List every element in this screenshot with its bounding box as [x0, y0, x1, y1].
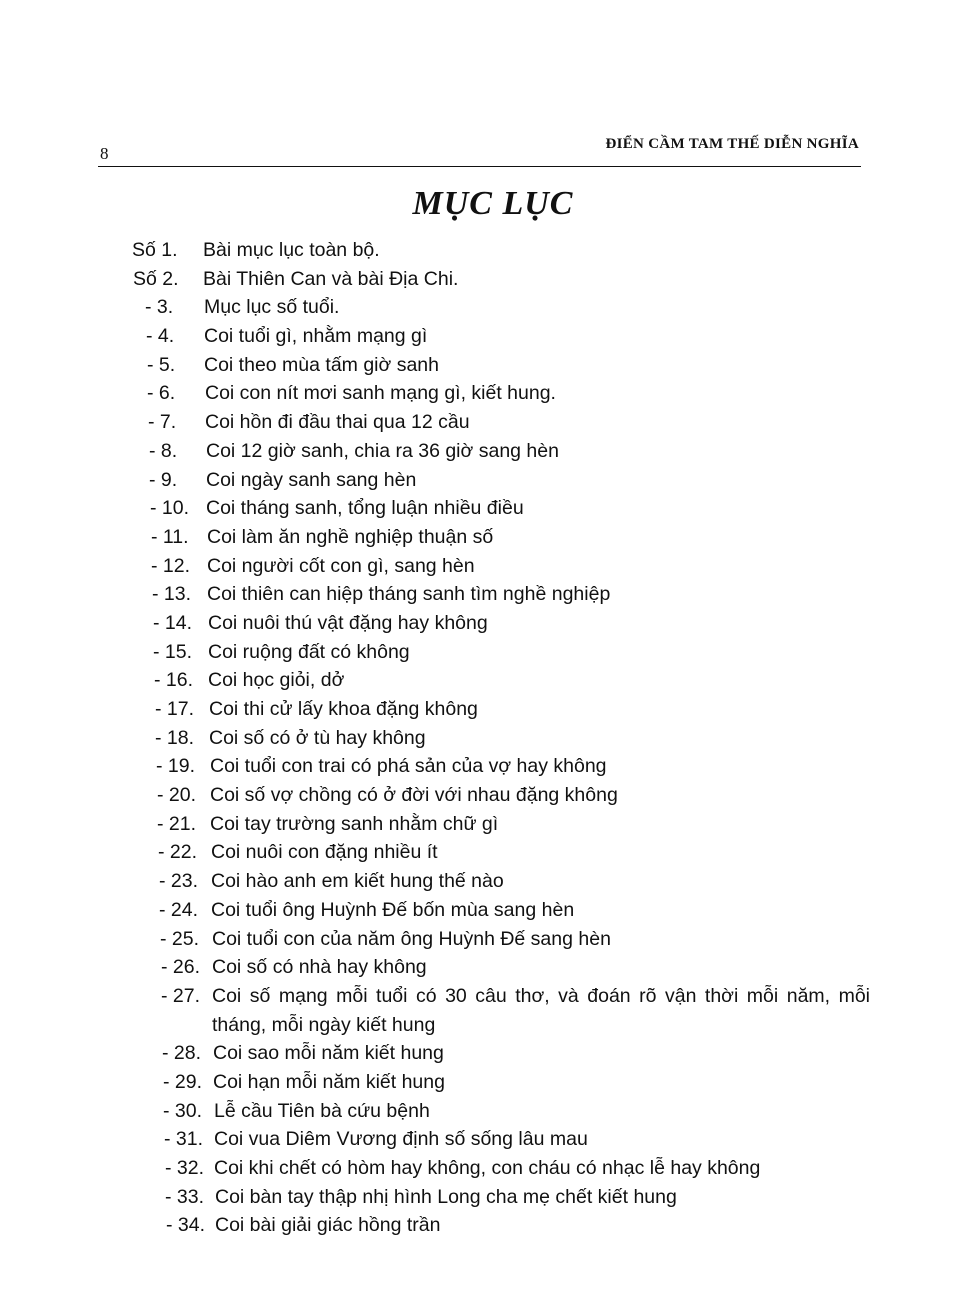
toc-entry-text: Mục lục số tuổi. [204, 296, 340, 319]
toc-entry-number: - 17. [155, 698, 195, 720]
toc-entry [0, 609, 972, 638]
toc-entry-number: - 15. [153, 640, 193, 663]
toc-entry-number: - 5. [147, 353, 176, 376]
toc-entry-number: - 34. [166, 1214, 206, 1237]
toc-entry-number: - 30. [163, 1099, 203, 1122]
toc-entry-text: Coi khi chết có hòm hay không, con cháu có nhạc lễ hay không [214, 1157, 761, 1180]
toc-entry-number: - 13. [152, 583, 192, 606]
toc-entry-text: Coi tay trường sanh nhằm chữ gì [210, 812, 499, 835]
toc-entry-number: - 22. [158, 841, 198, 864]
toc-entry-text: Coi tuổi gì, nhằm mạng gì [204, 325, 428, 348]
toc-entry-text: Coi nuôi thú vật đặng hay không [208, 611, 488, 634]
toc-entry-text: Coi số vợ chồng có ở đời với nhau đặng không [210, 784, 618, 807]
toc-entry-text: Coi hạn mỗi năm kiết hung [213, 1070, 445, 1093]
toc-entry-text: Coi học giỏi, dở [208, 669, 345, 692]
toc-entry [0, 925, 972, 954]
toc-entry-text: Coi ruộng đất có không [208, 640, 410, 663]
toc-entry-number: - 19. [156, 755, 196, 778]
toc-entry [0, 379, 972, 408]
toc-entry-number: - 26. [161, 956, 201, 979]
toc-entry-text: Coi làm ăn nghề nghiệp thuận số [207, 525, 494, 548]
toc-entry-text: Coi thiên can hiệp tháng sanh tìm nghề nghiệp [207, 583, 611, 606]
toc-entry-number: - 3. [145, 296, 174, 319]
toc-entry [0, 293, 972, 322]
toc-entry-text: Coi người cốt con gì, sang hèn [207, 554, 475, 577]
toc-entry [0, 437, 972, 466]
toc-entry-text: Coi thi cử lấy khoa đặng không [209, 698, 478, 720]
toc-entry [0, 896, 972, 925]
toc-entry [0, 638, 972, 667]
toc-entry-text: Bài Thiên Can và bài Địa Chi. [203, 267, 459, 290]
toc-entry-number: - 25. [160, 927, 200, 950]
toc-entry [0, 322, 972, 351]
toc-entry-number: - 18. [155, 726, 195, 749]
toc-entry-text: Coi bài giải giác hồng trần [215, 1214, 441, 1237]
toc-entry [0, 953, 972, 982]
toc-entry-text: Coi tháng sanh, tổng luận nhiều điều [206, 497, 524, 520]
toc-entry [0, 580, 972, 609]
toc-entry [0, 666, 972, 695]
toc-entry-number: - 10. [150, 497, 190, 520]
toc-entry-number: - 7. [148, 411, 177, 434]
toc-entry [0, 1039, 972, 1068]
toc-entry-text: Bài mục lục toàn bộ. [203, 239, 380, 261]
toc-entry-text: Coi con nít mơi sanh mạng gì, kiết hung. [205, 382, 556, 405]
toc-entry-text: Coi số mạng mỗi tuổi có 30 câu thơ, và đoán rõ vận thời mỗi năm, mỗi tháng, mỗi ngày kiết hung [212, 984, 870, 1036]
toc-entry-number: - 4. [146, 325, 175, 348]
toc-entry-number: - 32. [165, 1157, 205, 1180]
toc-entry [0, 867, 972, 896]
toc-entry [0, 523, 972, 552]
running-title: ĐIỂN CẦM TAM THẾ DIỄN NGHĨA [605, 136, 859, 152]
toc-entry-number: Số 2. [133, 267, 179, 290]
toc-entry-number: - 11. [151, 525, 189, 548]
toc-entry [0, 781, 972, 810]
toc-entry [0, 1068, 972, 1097]
toc-entry [0, 695, 972, 724]
toc-entry [0, 1154, 972, 1183]
toc-entry-text: Coi ngày sanh sang hèn [206, 468, 417, 491]
toc-entry-text: Coi theo mùa tấm giờ sanh [204, 353, 439, 376]
toc-entry-text: Coi nuôi con đặng nhiều ít [211, 841, 438, 864]
toc-entry-number: - 16. [154, 669, 194, 692]
toc-entry [0, 1183, 972, 1212]
toc-entry [0, 408, 972, 437]
toc-entry-number: - 9. [149, 468, 178, 491]
toc-entry-number: - 14. [153, 611, 193, 634]
toc-entry-text: Coi số có nhà hay không [212, 956, 427, 979]
toc-entry-text: Coi tuổi con của năm ông Huỳnh Đế sang hèn [212, 927, 611, 950]
toc-entry-number: - 29. [163, 1070, 203, 1093]
toc-entry-number: - 21. [157, 812, 197, 835]
toc-entry-text: Coi 12 giờ sanh, chia ra 36 giờ sang hèn [206, 439, 559, 462]
toc-entry-text: Lễ cầu Tiên bà cứu bệnh [214, 1099, 430, 1122]
toc-list [0, 236, 972, 1240]
toc-entry [0, 1211, 972, 1240]
toc-entry-text: Coi tuổi con trai có phá sản của vợ hay không [210, 755, 607, 778]
toc-entry [0, 810, 972, 839]
toc-entry-text: Coi bàn tay thập nhị hình Long cha mẹ chết kiết hung [215, 1185, 677, 1208]
toc-entry-text: Coi số có ở tù hay không [209, 726, 426, 749]
toc-entry [0, 494, 972, 523]
toc-entry-number: - 23. [159, 870, 199, 893]
toc-entry-number: - 24. [159, 898, 199, 921]
toc-entry [0, 265, 972, 294]
toc-entry [0, 752, 972, 781]
page-number: 8 [100, 144, 109, 163]
toc-entry [0, 351, 972, 380]
toc-entry-number: - 33. [165, 1185, 205, 1208]
toc-title: MỤC LỤC [412, 185, 574, 222]
toc-entry-number: - 6. [147, 382, 176, 405]
toc-entry [0, 838, 972, 867]
toc-entry-number: - 12. [151, 554, 191, 577]
toc-entry-text: Coi hào anh em kiết hung thế nào [211, 870, 504, 893]
toc-entry-number: - 27. [161, 984, 201, 1007]
toc-entry [0, 1097, 972, 1126]
toc-entry [0, 466, 972, 495]
toc-entry-text: Coi vua Diêm Vương định số sống lâu mau [214, 1128, 588, 1151]
toc-entry-text: Coi tuổi ông Huỳnh Đế bốn mùa sang hèn [211, 898, 575, 921]
toc-entry-number: Số 1. [132, 239, 178, 261]
toc-entry-text: Coi hồn đi đầu thai qua 12 cầu [205, 411, 470, 434]
toc-entry [0, 724, 972, 753]
toc-entry [0, 552, 972, 581]
toc-entry-number: - 8. [149, 439, 178, 462]
toc-entry [0, 1125, 972, 1154]
toc-entry-text: Coi sao mỗi năm kiết hung [213, 1042, 444, 1065]
toc-entry-number: - 28. [162, 1042, 202, 1065]
toc-entry-number: - 31. [164, 1128, 204, 1151]
toc-entry [0, 982, 972, 1039]
toc-entry-number: - 20. [157, 784, 197, 807]
page-header [98, 132, 861, 167]
toc-entry [0, 236, 972, 265]
